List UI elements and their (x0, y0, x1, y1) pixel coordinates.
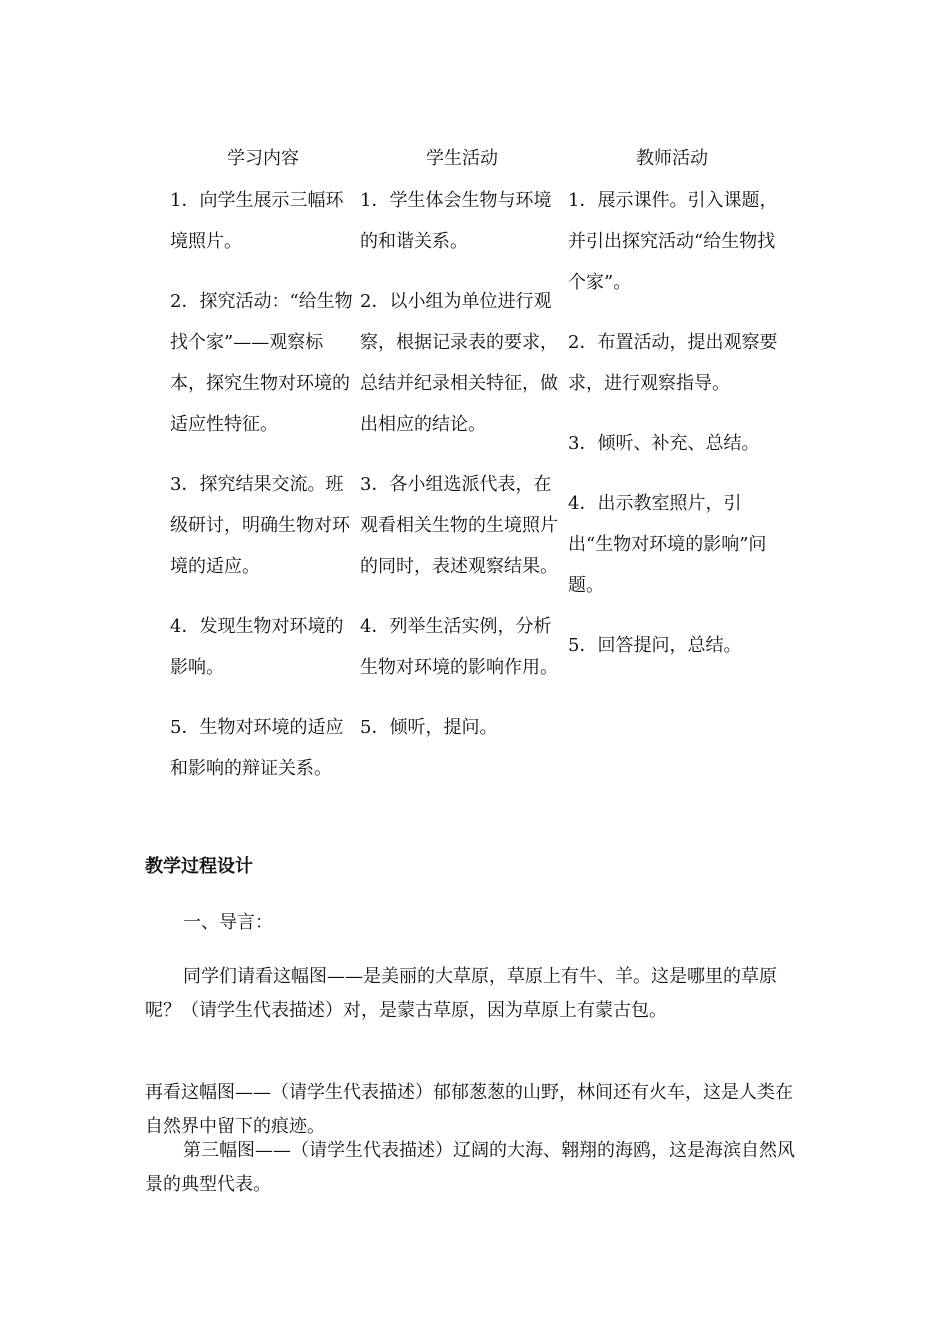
table-cell: 3．倾听、补充、总结。 (568, 433, 760, 454)
table-cell: 2．以小组为单位进行观察，根据记录表的要求，总结并纪录相关特征，做出相应的结论。 (360, 291, 558, 435)
paragraph: 同学们请看这幅图——是美丽的大草原，草原上有牛、羊。这是哪里的草原呢？（请学生代表描述）对，是蒙古草原，因为草原上有蒙古包。 (145, 966, 777, 1021)
header-teacher-activity: 教师活动 (636, 148, 708, 169)
table-cell: 1．向学生展示三幅环境照片。 (170, 190, 344, 252)
header-learning-content: 学习内容 (227, 148, 299, 169)
column-teacher-activity (568, 180, 780, 666)
header-student-activity: 学生活动 (426, 148, 498, 169)
table-cell: 1．学生体会生物与环境的和谐关系。 (360, 190, 552, 252)
table-cell: 1．展示课件。引入课题，并引出探究活动“给生物找个家”。 (568, 190, 778, 293)
table-cell: 4．发现生物对环境的影响。 (170, 616, 344, 678)
column-student-activity (360, 180, 564, 748)
table-cell: 4．列举生活实例，分析生物对环境的影响作用。 (360, 616, 558, 678)
table-cell: 4．出示教室照片，引出“生物对环境的影响”问题。 (568, 493, 767, 596)
table-cell: 2．探究活动：“给生物找个家”——观察标本，探究生物对环境的适应性特征。 (170, 291, 353, 435)
paragraph: 第三幅图——（请学生代表描述）辽阔的大海、翱翔的海鸥，这是海滨自然风景的典型代表。 (145, 1140, 795, 1195)
section-subtitle: 一、导言： (183, 912, 273, 933)
table-cell: 5．回答提问，总结。 (568, 635, 742, 656)
section-title: 教学过程设计 (145, 856, 253, 877)
table-cell: 2．布置活动，提出观察要求，进行观察指导。 (568, 332, 778, 394)
table-cell: 3．各小组选派代表，在观看相关生物的生境照片的同时，表述观察结果。 (360, 474, 558, 577)
table-cell: 3．探究结果交流。班级研讨，明确生物对环境的适应。 (170, 474, 350, 577)
table-cell: 5．生物对环境的适应和影响的辩证关系。 (170, 717, 344, 779)
table-cell: 5．倾听，提问。 (360, 717, 498, 738)
column-learning-content (170, 180, 356, 789)
paragraph: 再看这幅图——（请学生代表描述）郁郁葱葱的山野，林间还有火车，这是人类在自然界中留下的痕迹。 (145, 1082, 793, 1137)
